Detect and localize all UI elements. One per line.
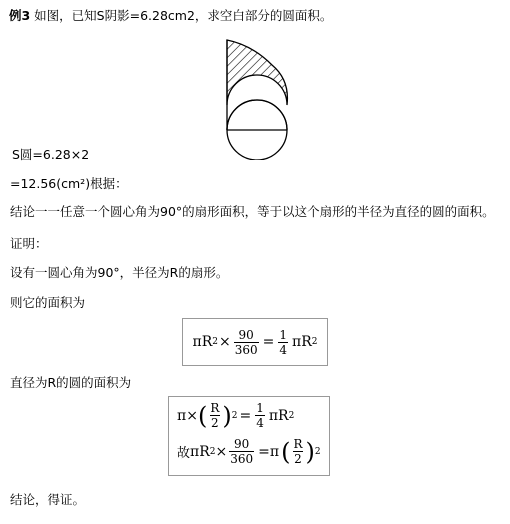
solution-line-2: =12.56(cm²)根据：: [10, 176, 128, 191]
sector-setup: 设有一圆心角为90°，半径为R的扇形。: [10, 265, 229, 280]
shaded-region: [227, 40, 287, 105]
final-line: 结论，得证。: [10, 492, 86, 507]
area-intro: 则它的面积为: [10, 295, 86, 310]
solution-line-1: S圆=6.28×2: [12, 147, 90, 162]
circle-intro: 直径为R的圆的面积为: [10, 375, 132, 390]
formula-circle-area: π× ( $\frac{R}{2}$ ) 2 = $\frac{1}{4}$ πR 2 故 πR 2 × $\frac{90}{360}$ =π ( $\frac{R}{2}$ ) 2: [168, 396, 330, 476]
fraction-1-4: $\frac{1}{4}$: [279, 327, 287, 357]
problem-statement: [9, 8, 332, 24]
fraction-90-360: $\frac{90}{360}$: [234, 327, 258, 357]
geometry-figure: [212, 30, 302, 160]
proof-label: 证明：: [10, 236, 48, 251]
conclusion-statement: 结论一一任意一个圆心角为90°的扇形面积，等于以这个扇形的半径为直径的圆的面积。: [10, 204, 495, 219]
problem-text: 如图，已知S阴影=6.28cm2，求空白部分的圆面积。: [30, 8, 333, 23]
formula-sector-area: π R 2 × $\frac{90}{360}$ = $\frac{1}{4}$ π R 2: [182, 318, 328, 366]
problem-label: 例3: [9, 8, 31, 23]
